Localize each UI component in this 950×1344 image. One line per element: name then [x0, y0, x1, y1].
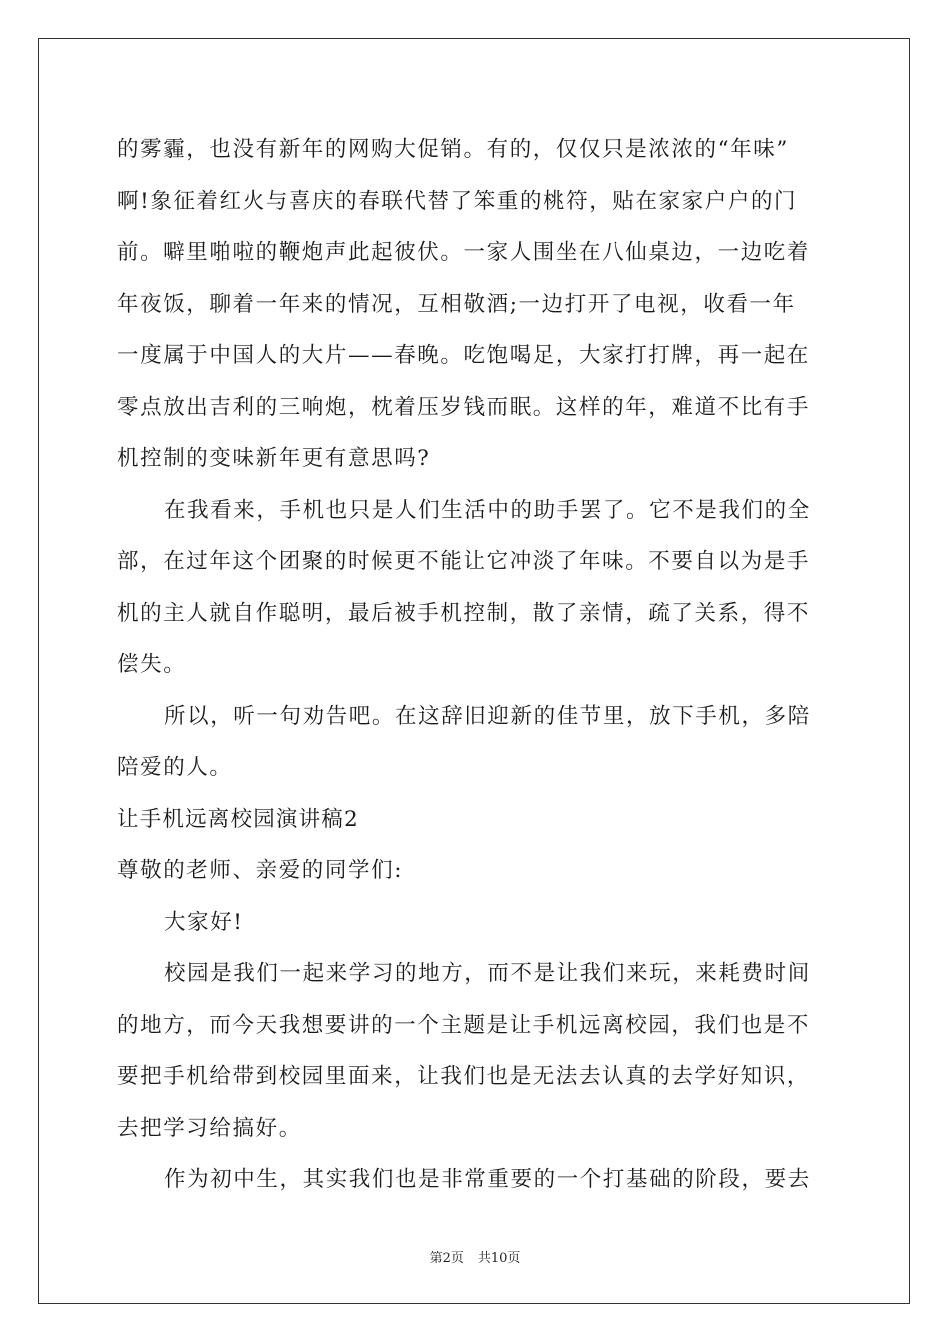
salutation: 尊敬的老师、亲爱的同学们: [117, 858, 404, 883]
text-line: 啊!象征着红火与喜庆的春联代替了笨重的桃符，贴在家家户户的门 [117, 188, 798, 214]
text-line: 所以，听一句劝告吧。在这辞旧迎新的佳节里，放下手机，多陪 [164, 703, 811, 729]
text-line: 一度属于中国人的大片——春晚。吃饱喝足，大家打打牌，再一起在 [117, 343, 811, 368]
section-title: 让手机远离校园演讲稿2 [117, 806, 359, 832]
page-total: 共10页 [477, 1251, 521, 1266]
text-line: 要把手机给带到校园里面来，让我们也是无法去认真的去学好知识， [117, 1064, 811, 1089]
text-line: 去把学习给搞好。 [117, 1115, 302, 1141]
text-line: 校园是我们一起来学习的地方，而不是让我们来玩，来耗费时间 [164, 961, 811, 986]
text-line: 的雾霾，也没有新年的网购大促销。有的，仅仅只是浓浓的“年味” [117, 137, 789, 162]
text-line: 在我看来，手机也只是人们生活中的助手罢了。它不是我们的全 [164, 497, 811, 523]
text-line: 陪爱的人。 [117, 755, 233, 780]
page-footer [0, 1247, 950, 1266]
document-body [117, 124, 837, 1206]
text-line: 部，在过年这个团聚的时候更不能让它冲淡了年味。不要自以为是手 [117, 549, 811, 574]
text-line: 前。噼里啪啦的鞭炮声此起彼伏。一家人围坐在八仙桌边，一边吃着 [117, 240, 811, 265]
text-line: 作为初中生，其实我们也是非常重要的一个打基础的阶段，要去 [164, 1167, 811, 1192]
page-number: 第2页 [429, 1251, 464, 1266]
text-line: 机控制的变味新年更有意思吗? [117, 446, 431, 471]
greeting: 大家好! [164, 909, 244, 935]
text-line: 零点放出吉利的三响炮，枕着压岁钱而眠。这样的年，难道不比有手 [117, 394, 811, 420]
text-line: 偿失。 [117, 652, 187, 677]
text-line: 的地方，而今天我想要讲的一个主题是让手机远离校园，我们也是不 [117, 1012, 811, 1038]
text-line: 机的主人就自作聪明，最后被手机控制，散了亲情，疏了关系，得不 [117, 600, 811, 626]
text-line: 年夜饭，聊着一年来的情况，互相敬酒;一边打开了电视，收看一年 [117, 291, 796, 317]
